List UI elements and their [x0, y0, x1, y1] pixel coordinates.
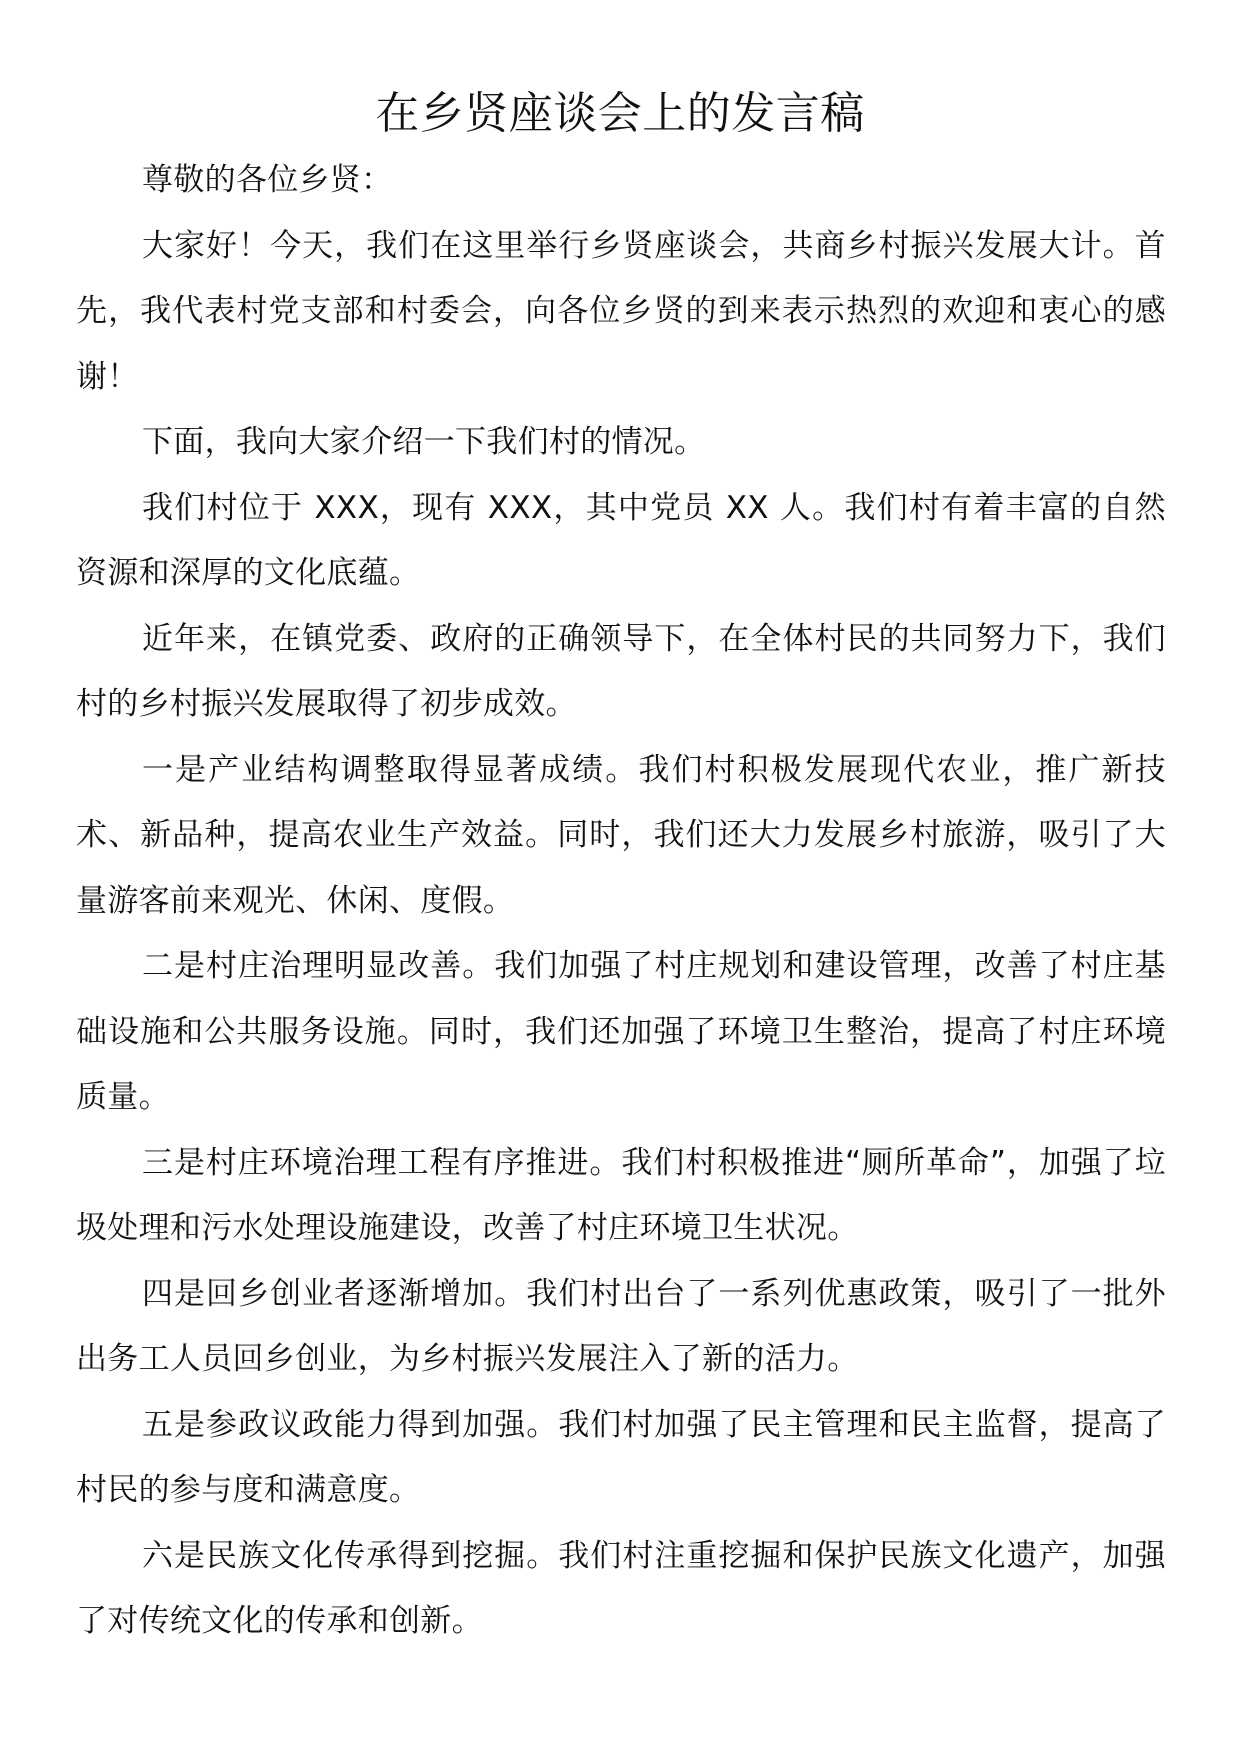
paragraph-point-3: 三是村庄环境治理工程有序推进。我们村积极推进“厕所革命”，加强了垃圾处理和污水处理设施建设，改善了村庄环境卫生状况。 [76, 1144, 1166, 1246]
paragraph-point-6: 六是民族文化传承得到挖掘。我们村注重挖掘和保护民族文化遗产，加强了对传统文化的传承和创新。 [76, 1537, 1166, 1639]
document-body [76, 148, 1166, 1655]
paragraph-greeting: 大家好！今天，我们在这里举行乡贤座谈会，共商乡村振兴发展大计。首先，我代表村党支部和村委会，向各位乡贤的到来表示热烈的欢迎和衷心的感谢！ [76, 227, 1166, 395]
paragraph-introduction: 下面，我向大家介绍一下我们村的情况。 [142, 424, 706, 460]
document-title: 在乡贤座谈会上的发言稿 [375, 88, 865, 139]
paragraph-salutation: 尊敬的各位乡贤： [142, 162, 393, 198]
paragraph-village-overview: 我们村位于 XXX，现有 XXX，其中党员 XX 人。我们村有着丰富的自然资源和深厚的文化底蕴。 [76, 489, 1166, 591]
paragraph-point-4: 四是回乡创业者逐渐增加。我们村出台了一系列优惠政策，吸引了一批外出务工人员回乡创业，为乡村振兴发展注入了新的活力。 [76, 1275, 1166, 1377]
paragraph-point-5: 五是参政议政能力得到加强。我们村加强了民主管理和民主监督，提高了村民的参与度和满意度。 [76, 1406, 1166, 1508]
paragraph-point-2: 二是村庄治理明显改善。我们加强了村庄规划和建设管理，改善了村庄基础设施和公共服务设施。同时，我们还加强了环境卫生整治，提高了村庄环境质量。 [76, 948, 1166, 1115]
paragraph-achievements-intro: 近年来，在镇党委、政府的正确领导下，在全体村民的共同努力下，我们村的乡村振兴发展取得了初步成效。 [76, 620, 1166, 722]
paragraph-point-1: 一是产业结构调整取得显著成绩。我们村积极发展现代农业，推广新技术、新品种，提高农业生产效益。同时，我们还大力发展乡村旅游，吸引了大量游客前来观光、休闲、度假。 [76, 751, 1166, 919]
